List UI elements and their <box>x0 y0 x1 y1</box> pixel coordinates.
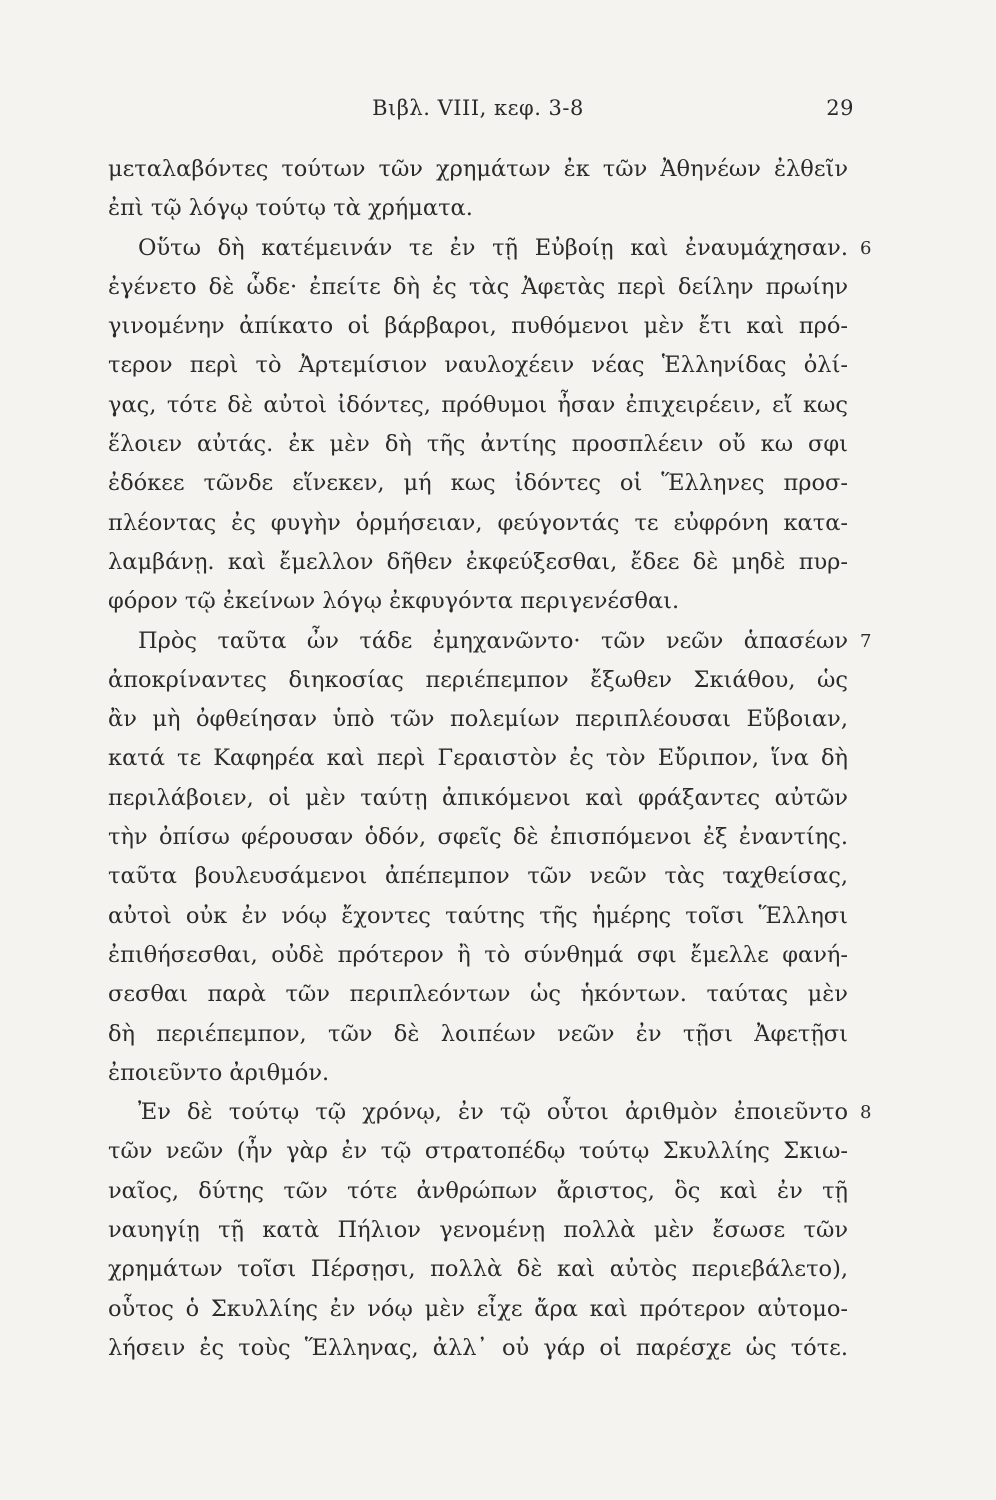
line-text: ἕλοιεν αὐτάς. ἐκ μὲν δὴ τῆς ἀντίης προσπλέειν οὔ κω σφι <box>108 431 848 458</box>
line-text: τερον περὶ τὸ Ἀρτεμίσιον ναυλοχέειν νέας Ἑλληνίδας ὀλί- <box>108 352 848 379</box>
text-line <box>108 739 848 778</box>
text-line <box>108 582 848 621</box>
line-text: μεταλαβόντες τούτων τῶν χρημάτων ἐκ τῶν Ἀθηνέων ἐλθεῖν <box>108 156 848 182</box>
line-text: γας, τότε δὲ αὐτοὶ ἰδόντες, πρόθυμοι ἦσαν ἐπιχειρέειν, εἴ κως <box>108 391 848 418</box>
section-number: 8 <box>860 1102 872 1124</box>
line-text: ἐποιεῦντο ἀριθμόν. <box>108 1059 330 1086</box>
line-text: λαμβάνῃ. καὶ ἔμελλον δῆθεν ἐκφεύξεσθαι, ἔδεε δὲ μηδὲ πυρ- <box>108 548 848 575</box>
line-text: ἐπιθήσεσθαι, οὐδὲ πρότερον ἢ τὸ σύνθημά σφι ἔμελλε φανή- <box>108 941 848 968</box>
text-line <box>108 622 872 661</box>
text-line <box>108 346 848 385</box>
line-text: Οὕτω δὴ κατέμεινάν τε ἐν τῇ Εὐβοίῃ καὶ ἐναυμάχησαν. <box>138 234 848 261</box>
line-text: γινομένην ἀπίκατο οἱ βάρβαροι, πυθόμενοι μὲν ἔτι καὶ πρό- <box>108 313 848 340</box>
line-text: αὐτοὶ οὐκ ἐν νόῳ ἔχοντες ταύτης τῆς ἡμέρης τοῖσι Ἕλλησι <box>108 902 848 929</box>
line-text: περιλάβοιεν, οἱ μὲν ταύτῃ ἀπικόμενοι καὶ φράξαντες αὐτῶν <box>108 784 848 811</box>
text-line <box>108 818 848 857</box>
text-line <box>108 936 848 975</box>
text-line <box>108 857 848 896</box>
section-number: 7 <box>860 630 872 652</box>
text-line <box>108 1329 848 1368</box>
line-text: Ἐν δὲ τούτῳ τῷ χρόνῳ, ἐν τῷ οὗτοι ἀριθμὸν ἐποιεῦντο <box>138 1099 848 1126</box>
line-text: φόρον τῷ ἐκείνων λόγῳ ἐκφυγόντα περιγενέσθαι. <box>108 588 680 615</box>
text-line <box>108 543 848 582</box>
line-text: λήσειν ἐς τοὺς Ἕλληνας, ἀλλ᾽ οὐ γάρ οἱ παρέσχε ὡς τότε. <box>108 1334 848 1361</box>
text-line <box>108 1015 848 1054</box>
line-text: οὗτος ὁ Σκυλλίης ἐν νόῳ μὲν εἶχε ἄρα καὶ πρότερον αὐτομο- <box>108 1295 848 1322</box>
page-number: 29 <box>826 96 854 120</box>
text-line <box>108 1132 848 1171</box>
text-line <box>108 1054 848 1093</box>
line-text: ταῦτα βουλευσάμενοι ἀπέπεμπον τῶν νεῶν τὰς ταχθείσας, <box>108 863 848 890</box>
text-line <box>108 425 848 464</box>
line-text: Πρὸς ταῦτα ὦν τάδε ἐμηχανῶντο· τῶν νεῶν ἁπασέων <box>138 627 848 654</box>
text-line <box>108 779 848 818</box>
text-line <box>108 189 848 228</box>
running-head <box>108 96 854 136</box>
line-text: χρημάτων τοῖσι Πέρσῃσι, πολλὰ δὲ καὶ αὐτὸς περιεβάλετο), <box>108 1256 848 1283</box>
text-line <box>108 504 848 543</box>
text-line <box>108 229 872 268</box>
text-line <box>108 1211 848 1250</box>
line-text: δὴ περιέπεμπον, τῶν δὲ λοιπέων νεῶν ἐν τῇσι Ἀφετῇσι <box>108 1020 848 1047</box>
running-title: Βιβλ. VIII, κεφ. 3-8 <box>372 96 584 120</box>
text-line <box>108 307 848 346</box>
line-text: τὴν ὀπίσω φέρουσαν ὁδόν, σφεῖς δὲ ἐπισπόμενοι ἐξ ἐναντίης. <box>108 824 848 851</box>
line-text: ναυηγίῃ τῇ κατὰ Πήλιον γενομένῃ πολλὰ μὲν ἔσωσε τῶν <box>108 1217 848 1244</box>
text-line <box>108 975 848 1014</box>
line-text: σεσθαι παρὰ τῶν περιπλεόντων ὡς ἡκόντων. ταύτας μὲν <box>108 981 848 1008</box>
line-text: ἀποκρίναντες διηκοσίας περιέπεμπον ἔξωθεν Σκιάθου, ὡς <box>108 666 848 693</box>
text-line <box>108 1250 848 1289</box>
text-line <box>108 386 848 425</box>
line-text: κατά τε Καφηρέα καὶ περὶ Γεραιστὸν ἐς τὸν Εὔριπον, ἵνα δὴ <box>108 745 848 772</box>
line-text: ἐπὶ τῷ λόγῳ τούτῳ τὰ χρήματα. <box>108 195 473 222</box>
main-text <box>108 150 872 1368</box>
text-line <box>108 700 848 739</box>
text-line <box>108 150 848 189</box>
text-line <box>108 661 848 700</box>
section-number: 6 <box>860 237 872 259</box>
line-text: ἂν μὴ ὀφθείησαν ὑπὸ τῶν πολεμίων περιπλέουσαι Εὔβοιαν, <box>108 706 848 733</box>
line-text: πλέοντας ἐς φυγὴν ὁρμήσειαν, φεύγοντάς τε εὐφρόνη κατα- <box>108 509 848 536</box>
line-text: τῶν νεῶν (ἦν γὰρ ἐν τῷ στρατοπέδῳ τούτῳ Σκυλλίης Σκιω- <box>108 1138 848 1165</box>
text-line <box>108 1093 872 1132</box>
line-text: ἐγένετο δὲ ὧδε· ἐπείτε δὴ ἐς τὰς Ἀφετὰς περὶ δείλην πρωίην <box>108 273 848 300</box>
text-line <box>108 1290 848 1329</box>
line-text: ναῖος, δύτης τῶν τότε ἀνθρώπων ἄριστος, ὃς καὶ ἐν τῇ <box>108 1177 848 1204</box>
text-line <box>108 1172 848 1211</box>
text-line <box>108 268 848 307</box>
text-line <box>108 464 848 503</box>
line-text: ἐδόκεε τῶνδε εἵνεκεν, μή κως ἰδόντες οἱ Ἕλληνες προσ- <box>108 470 848 497</box>
text-line <box>108 897 848 936</box>
